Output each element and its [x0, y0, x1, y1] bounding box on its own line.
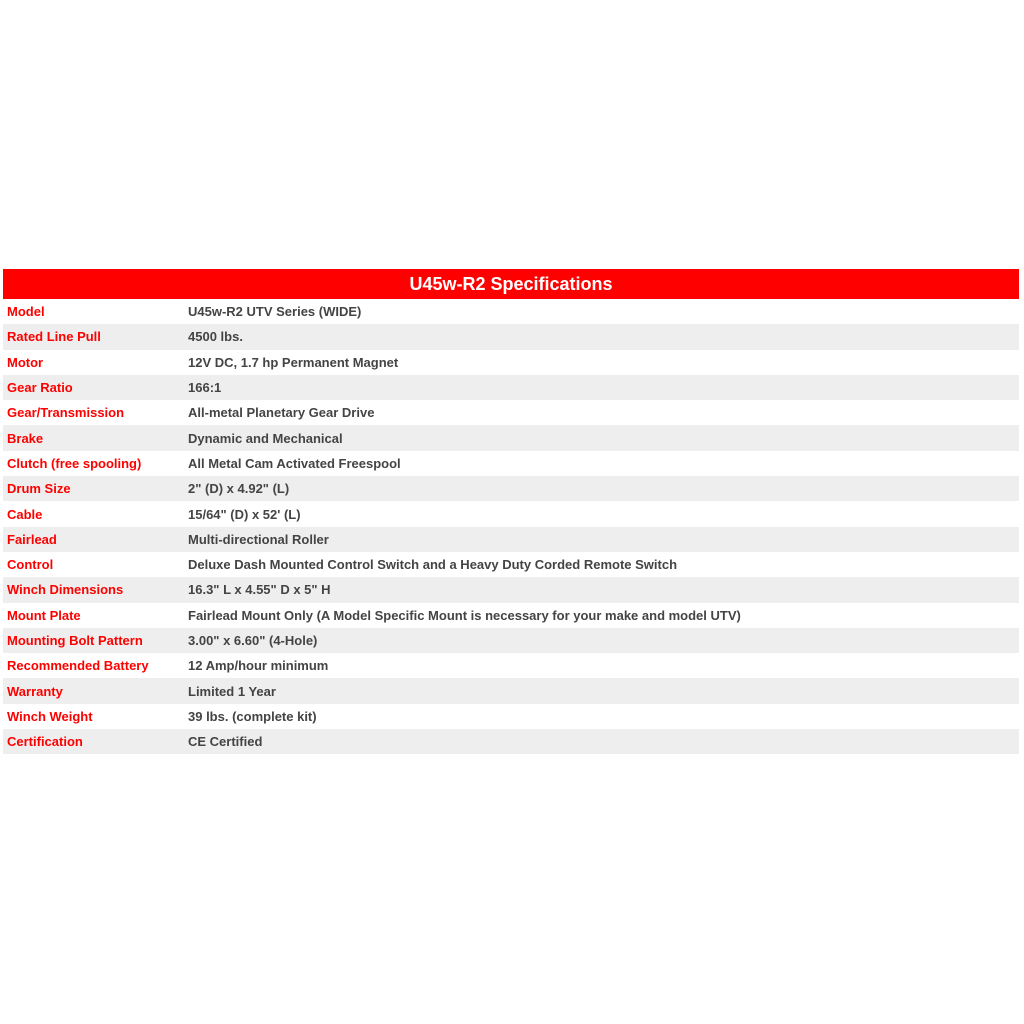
spec-value: 12V DC, 1.7 hp Permanent Magnet: [184, 350, 1019, 375]
spec-label: Motor: [3, 350, 184, 375]
spec-value: All-metal Planetary Gear Drive: [184, 400, 1019, 425]
table-row: [3, 653, 1019, 678]
table-row: [3, 704, 1019, 729]
table-row: [3, 628, 1019, 653]
table-row: [3, 324, 1019, 349]
spec-label: Mounting Bolt Pattern: [3, 628, 184, 653]
spec-value: 15/64" (D) x 52' (L): [184, 501, 1019, 526]
spec-label: Drum Size: [3, 476, 184, 501]
table-row: [3, 501, 1019, 526]
table-row: [3, 729, 1019, 754]
spec-value: 4500 lbs.: [184, 324, 1019, 349]
spec-label: Recommended Battery: [3, 653, 184, 678]
spec-value: CE Certified: [184, 729, 1019, 754]
table-row: [3, 678, 1019, 703]
table-row: [3, 603, 1019, 628]
table-row: [3, 527, 1019, 552]
spec-label: Certification: [3, 729, 184, 754]
spec-value: Deluxe Dash Mounted Control Switch and a Heavy Duty Corded Remote Switch: [184, 552, 1019, 577]
table-row: [3, 375, 1019, 400]
spec-label: Gear/Transmission: [3, 400, 184, 425]
spec-label: Rated Line Pull: [3, 324, 184, 349]
table-row: [3, 350, 1019, 375]
table-row: [3, 299, 1019, 324]
spec-label: Winch Dimensions: [3, 577, 184, 602]
spec-label: Mount Plate: [3, 603, 184, 628]
spec-label: Brake: [3, 425, 184, 450]
spec-value: 2" (D) x 4.92" (L): [184, 476, 1019, 501]
specifications-table: [3, 269, 1019, 754]
table-title: U45w-R2 Specifications: [3, 269, 1019, 299]
spec-label: Control: [3, 552, 184, 577]
spec-label: Fairlead: [3, 527, 184, 552]
spec-value: U45w-R2 UTV Series (WIDE): [184, 299, 1019, 324]
spec-value: Multi-directional Roller: [184, 527, 1019, 552]
spec-label: Winch Weight: [3, 704, 184, 729]
spec-label: Warranty: [3, 678, 184, 703]
spec-label: Model: [3, 299, 184, 324]
spec-value: 39 lbs. (complete kit): [184, 704, 1019, 729]
table-body: [3, 299, 1019, 754]
spec-value: Dynamic and Mechanical: [184, 425, 1019, 450]
table-header-row: [3, 269, 1019, 299]
spec-value: Fairlead Mount Only (A Model Specific Mount is necessary for your make and model UTV): [184, 603, 1019, 628]
spec-value: 3.00" x 6.60" (4-Hole): [184, 628, 1019, 653]
table-row: [3, 400, 1019, 425]
table-row: [3, 451, 1019, 476]
spec-value: All Metal Cam Activated Freespool: [184, 451, 1019, 476]
spec-label: Cable: [3, 501, 184, 526]
spec-value: 166:1: [184, 375, 1019, 400]
spec-label: Gear Ratio: [3, 375, 184, 400]
spec-label: Clutch (free spooling): [3, 451, 184, 476]
table-row: [3, 577, 1019, 602]
table-row: [3, 476, 1019, 501]
spec-value: 16.3" L x 4.55" D x 5" H: [184, 577, 1019, 602]
spec-value: Limited 1 Year: [184, 678, 1019, 703]
table-row: [3, 425, 1019, 450]
spec-value: 12 Amp/hour minimum: [184, 653, 1019, 678]
table-row: [3, 552, 1019, 577]
